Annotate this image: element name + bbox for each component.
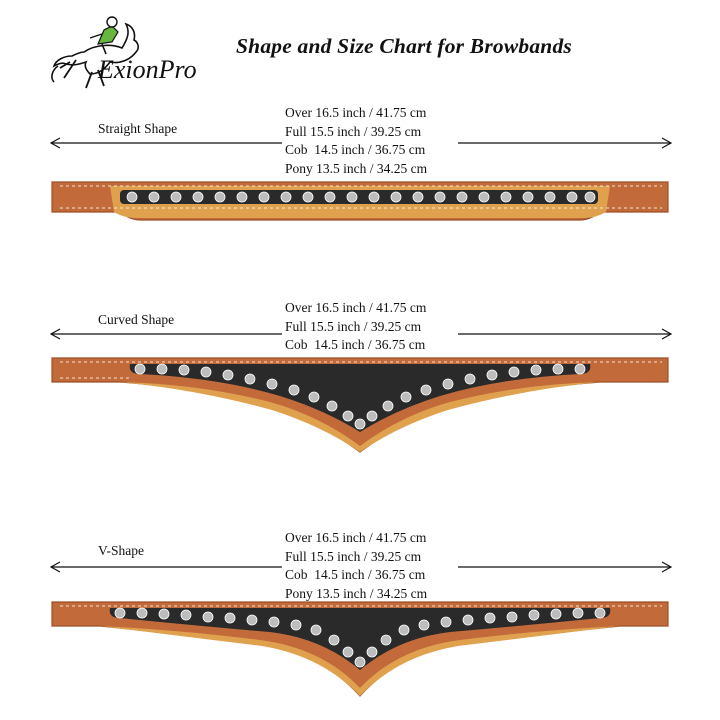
size-full: Full 15.5 inch / 39.25 cm <box>285 548 422 564</box>
size-pony: Pony 13.5 inch / 34.25 cm <box>285 585 428 601</box>
shape-label-curved: Curved Shape <box>98 312 175 327</box>
size-cob: Cob 14.5 inch / 36.75 cm <box>285 337 426 352</box>
size-over: Over 16.5 inch / 41.75 cm <box>285 300 427 315</box>
size-over: Over 16.5 inch / 41.75 cm <box>285 530 427 545</box>
size-cob: Cob 14.5 inch / 36.75 cm <box>285 142 426 157</box>
size-list <box>282 529 458 603</box>
exionpro-logo <box>46 8 221 100</box>
logo-wordmark: ExionPro <box>98 55 197 84</box>
size-full: Full 15.5 inch / 39.25 cm <box>285 318 422 334</box>
browband-v-shape <box>0 596 720 700</box>
size-over: Over 16.5 inch / 41.75 cm <box>285 105 427 120</box>
browband-curved <box>0 352 720 456</box>
size-full: Full 15.5 inch / 39.25 cm <box>285 123 422 139</box>
chart-title: Shape and Size Chart for Browbands <box>236 34 572 58</box>
size-list <box>282 104 458 178</box>
shape-label-v-shape: V-Shape <box>98 543 144 558</box>
browband-straight <box>0 176 720 226</box>
size-pony: Pony 13.5 inch / 34.25 cm <box>285 160 428 176</box>
shape-label-straight: Straight Shape <box>98 121 178 136</box>
size-cob: Cob 14.5 inch / 36.75 cm <box>285 567 426 582</box>
